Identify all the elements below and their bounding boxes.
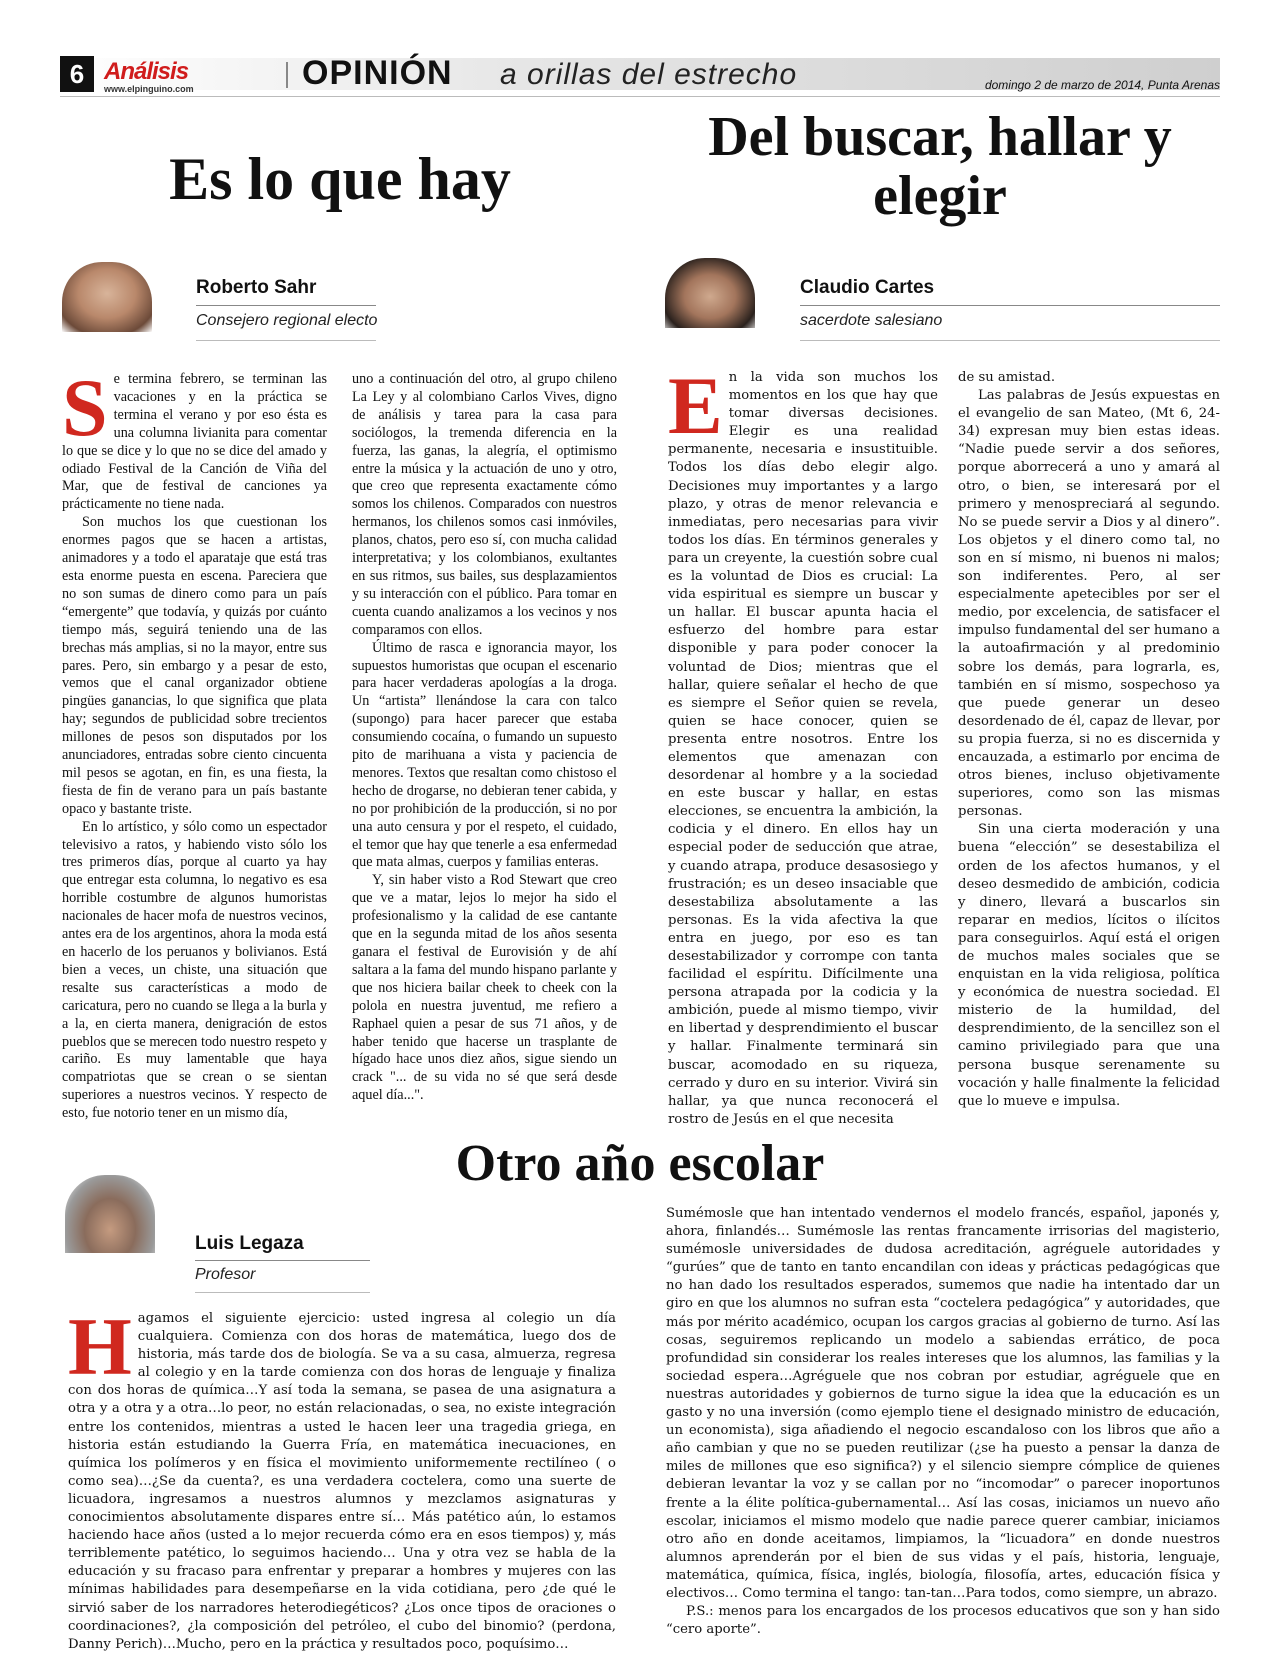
article2-column-2: [958, 369, 1220, 1111]
author-photo-luis-legaza: [65, 1175, 155, 1253]
paragraph: Sumémosle que han intentado vendernos el modelo francés, español, japonés y, ahora, finlandés… Sumémosle las rentas francamente irrisorias del magisterio, sumémosle universidades de dudosa acreditación, agréguele autoridades y “gurúes” que de tanto en tanto encandilan con ideas y prácticas pedagógicas que no han dado los resultados esperados, sumemos que nadie ha intentado dar un giro en que los alumnos no sufran esta “coctelera pedagógica” y autoridades, que más por mérito académico, ocupan los cargos gracias al gobierno de turno. Así las cosas, seguiremos replicando un modelo a sabiendas errático, de poca profundidad sin considerar los reales intereses que los alumnos, las familias y la sociedad espera…Agréguele que nos cobran por estudiar, agréguele que en nuestras autoridades y gobiernos de turno sigue la idea que la educación es un gasto y no una inversión (como ejemplo tiene el designado ministro de educación, un economista), siga añadiendo el negocio escandaloso con los libros que año a año cambian y que no se pueden reutilizar (¿se ha puesto a pensar la danza de miles de millones que eso significa?) y el silencio siempre cómplice de quienes debieran levantar la voz y se callan por no “incomodar” o parecer inoportunos frente a la élite política-gubernamental… Así las cosas, iniciamos un nuevo año escolar, iniciamos el mismo modelo que nadie parece querer cambiar, iniciamos otro año en donde aceitamos, limpiamos, la “licuadora” en donde nuestros alumnos aprenderán por el bien de sus vidas y el país, historia, lenguaje, matemática, química, física, inglés, biología, filosofía, artes, educación física y electivos… Como termina el tango: tan-tan…Para todos, como siempre, un abrazo.: [666, 1206, 1220, 1601]
newspaper-logo: Análisis: [104, 58, 189, 85]
paragraph: Y, sin haber visto a Rod Stewart que creo que ve a matar, lejos lo mejor ha sido el profesionalismo y la calidad de ese cantante que en la segunda mitad de los años sesenta ganara el festival de Eurovisión y de ahí saltara a la fama del mundo hispano parlante y que nos hiciera bailar cheek to cheek con la polola en nuestra juventud, me refiero a Raphael quien a pesar de sus 71 años, y de haber tenido que hacerse un trasplante de hígado hace unos diez años, sigue siendo un crack "... de su vida no sé que será desde aquel día...".: [352, 872, 617, 1104]
paragraph: uno a continuación del otro, al grupo chileno La Ley y al colombiano Carlos Vives, digno de análisis y tarea para la casa para sociólogos, la tremenda diferencia en la fuerza, las ganas, la alegría, el optimismo entre la música y la actuación de uno y otro, que creo que representa exactamente cómo somos los chilenos. Comparados con nuestros hermanos, los chilenos somos casi inmóviles, planos, chatos, pero eso sí, con mucha calidad interpretativa; y los colombianos, exultantes en sus ritmos, sus bailes, sus desplazamientos y su interacción con el público. Para tomar en cuenta cuando analizamos a los vecinos y nos comparamos con ellos.: [352, 371, 617, 638]
dropcap: S: [62, 362, 108, 453]
author-rule-lower: [195, 1292, 370, 1293]
paragraph: agamos el siguiente ejercicio: usted ingresa al colegio un día cualquiera. Comienza con dos horas de matemática, luego dos de historia, más tarde dos de biología. Se va a su casa, almuerza, regresa al colegio y en la tarde comienza con dos horas de lenguaje y finaliza con dos horas de química…Y así toda la semana, se pasea de una asignatura a otra y a otra y a otra…lo peor, no están relacionadas, o sea, no existe integración entre los contenidos, mientras a usted le hacen leer una tragedia griega, en historia están estudiando la Guerra Fría, en matemática inecuaciones, en química los polímeros y en física el movimiento uniformemente rectilíneo ( o como sea)…¿Se da cuenta?, es una verdadera coctelera, como una suerte de licuadora, ingresamos a nuestros alumnos y mezclamos asignaturas y conocimientos absolutamente dispares entre sí… Más patético aún, lo estamos haciendo hace años (usted a lo mejor recuerda cómo era en esos tiempos) y, más terriblemente patético, lo seguimos haciendo… Una y otra vez se habla de la educación y su fracaso para enfrentar y preparar a hombres y mujeres con las mínimas habilidades para desempeñarse en la vida cotidiana, pero ¿de qué le sirvió saber de los narradores heterodiegéticos? ¿Los once tipos de oraciones o coordinaciones?, ¿la composición del petróleo, el cubo del binomio? (perdona, Danny Perich)…Mucho, pero en la práctica y resultados poco, poquísimo…: [68, 1311, 616, 1652]
article2-column-1: [668, 360, 938, 1129]
article2-role: sacerdote salesiano: [800, 312, 943, 329]
author-rule-lower: [196, 340, 376, 341]
author-rule: [196, 305, 376, 306]
article3-column-2: [666, 1205, 1220, 1639]
paragraph: Último de rasca e ignorancia mayor, los supuestos humoristas que ocupan el escenario para hacer verdaderas apologías a la droga. Un “artista” llenándose la cara con talco (supongo) para hacer parecer que estaba consumiendo cocaína, o fumando un supuesto pito de marihuana a vista y paciencia de menores. Textos que resaltan como chistoso el hecho de drogarse, no debieran tener cabida, y no por prohibición de la producción, si no por una auto censura y por el respeto, el cuidado, el temor que hay que tenerle a esa enfermedad que mata almas, cuerpos y familias enteras.: [352, 639, 617, 871]
author-photo-claudio-cartes: [665, 258, 755, 328]
paragraph: n la vida son muchos los momentos en los que hay que tomar diversas decisiones. Elegir es una realidad permanente, necesaria e insustituible. Todos los días debo elegir algo. Decisiones muy importantes y a largo plazo, y otras de menor relevancia e inmediatas, pero necesarias para vivir todos los días. En términos generales y para un creyente, la cuestión sobre cual es la voluntad de Dios es crucial: La vida espiritual es siempre un buscar y un hallar. El buscar apunta hacia el esfuerzo del hombre para estar disponible y para poder conocer la voluntad de Dios; mientras que el hallar, quiere señalar el hecho de que es siempre el Señor quien se revela, quien se hace conocer, quien se presenta entre nosotros. Entre los elementos que amenazan con desordenar al hombre y a la sociedad en este buscar y hallar, en estas elecciones, se encuentra la ambición, la codicia y el dinero. En ellos hay un especial poder de seducción que atrae, y cuando atrapa, produce desasosiego y frustración; es un deseo insaciable que desestabiliza absolutamente a las personas. Es la vida afectiva la que entra en juego, por eso es tan desestabilizador y corrompe con tanta facilidad el espíritu. Difícilmente una persona atrapada por la codicia y la ambición, puede al mismo tiempo, vivir en libertad y desprendimiento el buscar y hallar. Finalmente terminará sin buscar, acomodado en su riqueza, cerrado y duro en su interior. Vivirá sin hallar, ya que nunca reconocerá el rostro de Jesús en el que necesita: [668, 370, 938, 1127]
paragraph: P.S.: menos para los encargados de los procesos educativos que son y han sido “cero aporte”.: [666, 1604, 1220, 1638]
author-rule: [800, 305, 1220, 306]
article1-role: Consejero regional electo: [196, 312, 378, 329]
article3-title: Otro año escolar: [455, 1135, 825, 1192]
page-number: 6: [60, 56, 94, 92]
logo-url: www.elpinguino.com: [104, 84, 194, 94]
page-header: [60, 52, 1220, 96]
article3-role: Profesor: [195, 1266, 256, 1283]
dropcap: E: [668, 360, 723, 451]
author-photo-roberto-sahr: [62, 262, 152, 332]
dropcap: H: [68, 1301, 132, 1392]
paragraph: Son muchos los que cuestionan los enormes pagos que se hacen a artistas, animadores y a todo el aparataje que está tras esta enorme puesta en escena. Pareciera que no son sumas de dinero como para un país “emergente” que todavía, y quizás por cuánto tiempo más, seguirá teniendo una de las brechas más amplias, si no la mayor, entre sus pares. Pero, sin embargo y a pesar de esto, vemos que el canal organizador obtiene pingües ganancias, lo que significa que plata hay; segundos de publicidad sobre trecientos millones de pesos son disputados por los anunciadores, entradas sobre ciento cincuenta mil pesos se agotan, en fin, es una fiesta, la fiesta de fin de verano para un país bastante opaco y bastante triste.: [62, 514, 327, 817]
section-title: OPINIÓN: [302, 54, 453, 92]
author-rule-lower: [800, 340, 1220, 341]
article1-author: Roberto Sahr: [196, 277, 317, 298]
paragraph: Sin una cierta moderación y una buena “elección” se desestabiliza el orden de los afectos humanos, y el deseo desmedido de ambición, codicia y dinero, llevará a buscarlos sin reparar en medios, lícitos o ilícitos para conseguirlos. Aquí está el origen de muchos males sociales que se enquistan en la vida religiosa, política y económica de nuestra sociedad. El misterio de la humildad, del desprendimiento, de la sencillez son el camino privilegiado para que una persona busque serenamente su vocación y halle finalmente la felicidad que lo mueve e impulsa.: [958, 822, 1220, 1109]
paragraph: de su amistad.: [958, 370, 1056, 385]
paragraph: En lo artístico, y sólo como un espectador televisivo a ratos, y habiendo visto sólo los tres primeros días, porque al cuarto ya hay que entregar esta columna, lo negativo es esa horrible costumbre de algunos humoristas nacionales de hacer mofa de nuestros vecinos, antes era de los argentinos, ahora la moda está en hacerlo de los peruanos y bolivianos. Está bien a veces, un chiste, una situación que resalte sus características a modo de caricatura, pero no cuando se llega a la burla y a la, en cierta manera, denigración de estos pueblos que se merecen todo nuestro respeto y cariño. Es muy lamentable que haya compatriotas que se crean o se sientan superiores a nuestros vecinos. Y respecto de esto, fue notorio tener en un mismo día,: [62, 818, 327, 1122]
header-divider: [286, 62, 288, 88]
article3-author: Luis Legaza: [195, 1233, 304, 1254]
header-rule: [60, 96, 1220, 97]
article1-column-1: [62, 362, 327, 1123]
author-rule: [195, 1260, 370, 1261]
article2-author: Claudio Cartes: [800, 277, 935, 298]
paragraph: Las palabras de Jesús expuestas en el evangelio de san Mateo, (Mt 6, 24-34) expresan muy bien estas ideas. “Nadie puede servir a dos señores, porque aborrecerá a uno y amará al otro, o bien, se interesará por el primero y menospreciará al segundo. No se puede servir a Dios y al dinero”. Los objetos y el dinero como tal, no son en sí mismo, ni buenos ni malos; son indiferentes. Pero, al ser especialmente apetecibles por ser el medio, por excelencia, de satisfacer el impulso fundamental del ser humano a la autoafirmación y al predominio sobre los demás, para lograrla, es, también en sí mismo, sospechoso ya que puede generar un deseo desordenado de él, capaz de llevar, por su propia fuerza, si no es discernida y encauzada, a estimarlo por encima de otros bienes, incluso objetivamente superiores, como son las mismas personas.: [958, 388, 1220, 820]
article3-column-1: [68, 1301, 616, 1654]
dateline: domingo 2 de marzo de 2014, Punta Arenas: [984, 78, 1220, 92]
article2-title: Del buscar, hallar y elegir: [708, 106, 1172, 227]
paragraph: e termina febrero, se terminan las vacaciones y en la práctica se termina el verano y por eso ésta es una columna livianita para comentar lo que se dice y lo que no se dice del amado y odiado Festival de la Canción de Viña del Mar, que de festival de canciones ya prácticamente no tiene nada.: [62, 371, 327, 513]
section-subtitle: a orillas del estrecho: [500, 58, 798, 91]
article1-column-2: [352, 371, 617, 1105]
article1-title: Es lo que hay: [169, 146, 511, 212]
